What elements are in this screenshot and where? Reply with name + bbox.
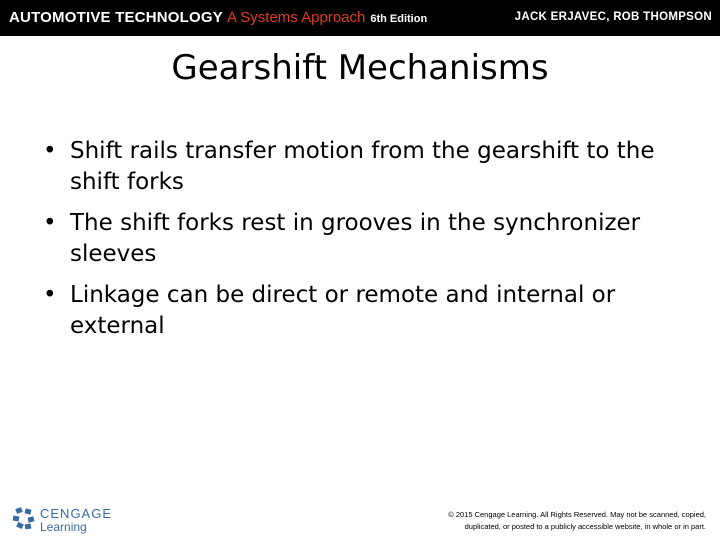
bullet-marker: • [43,282,57,308]
bullet-item [40,280,680,342]
copyright-line: © 2015 Cengage Learning. All Rights Reserved. May not be scanned, copied, [448,510,706,519]
book-subtitle: A Systems Approach [226,9,366,26]
bullet-marker: • [43,210,57,236]
bullet-text: Linkage can be direct or remote and internal or external [70,282,616,339]
book-edition: 6th Edition [370,13,428,25]
bullet-item [40,208,680,270]
header-bar [0,0,720,36]
book-title: AUTOMOTIVE TECHNOLOGY [9,9,223,26]
slide-title: Gearshift Mechanisms [171,48,549,88]
book-authors: JACK ERJAVEC, ROB THOMPSON [514,11,712,23]
bullet-text: The shift forks rest in grooves in the synchronizer sleeves [70,210,641,267]
bullet-text: Shift rails transfer motion from the gearshift to the shift forks [70,138,655,195]
logo-wordmark-top: CENGAGE [40,506,113,521]
bullet-list [40,136,680,352]
cengage-logo [12,504,122,534]
cengage-logo-icon [12,506,36,530]
bullet-item [40,136,680,198]
book-title-group [9,9,427,27]
copyright-notice [406,509,706,533]
copyright-line: duplicated, or posted to a publicly accessible website, in whole or in part. [464,522,706,531]
logo-wordmark-bottom: Learning [40,520,87,534]
bullet-marker: • [43,138,57,164]
